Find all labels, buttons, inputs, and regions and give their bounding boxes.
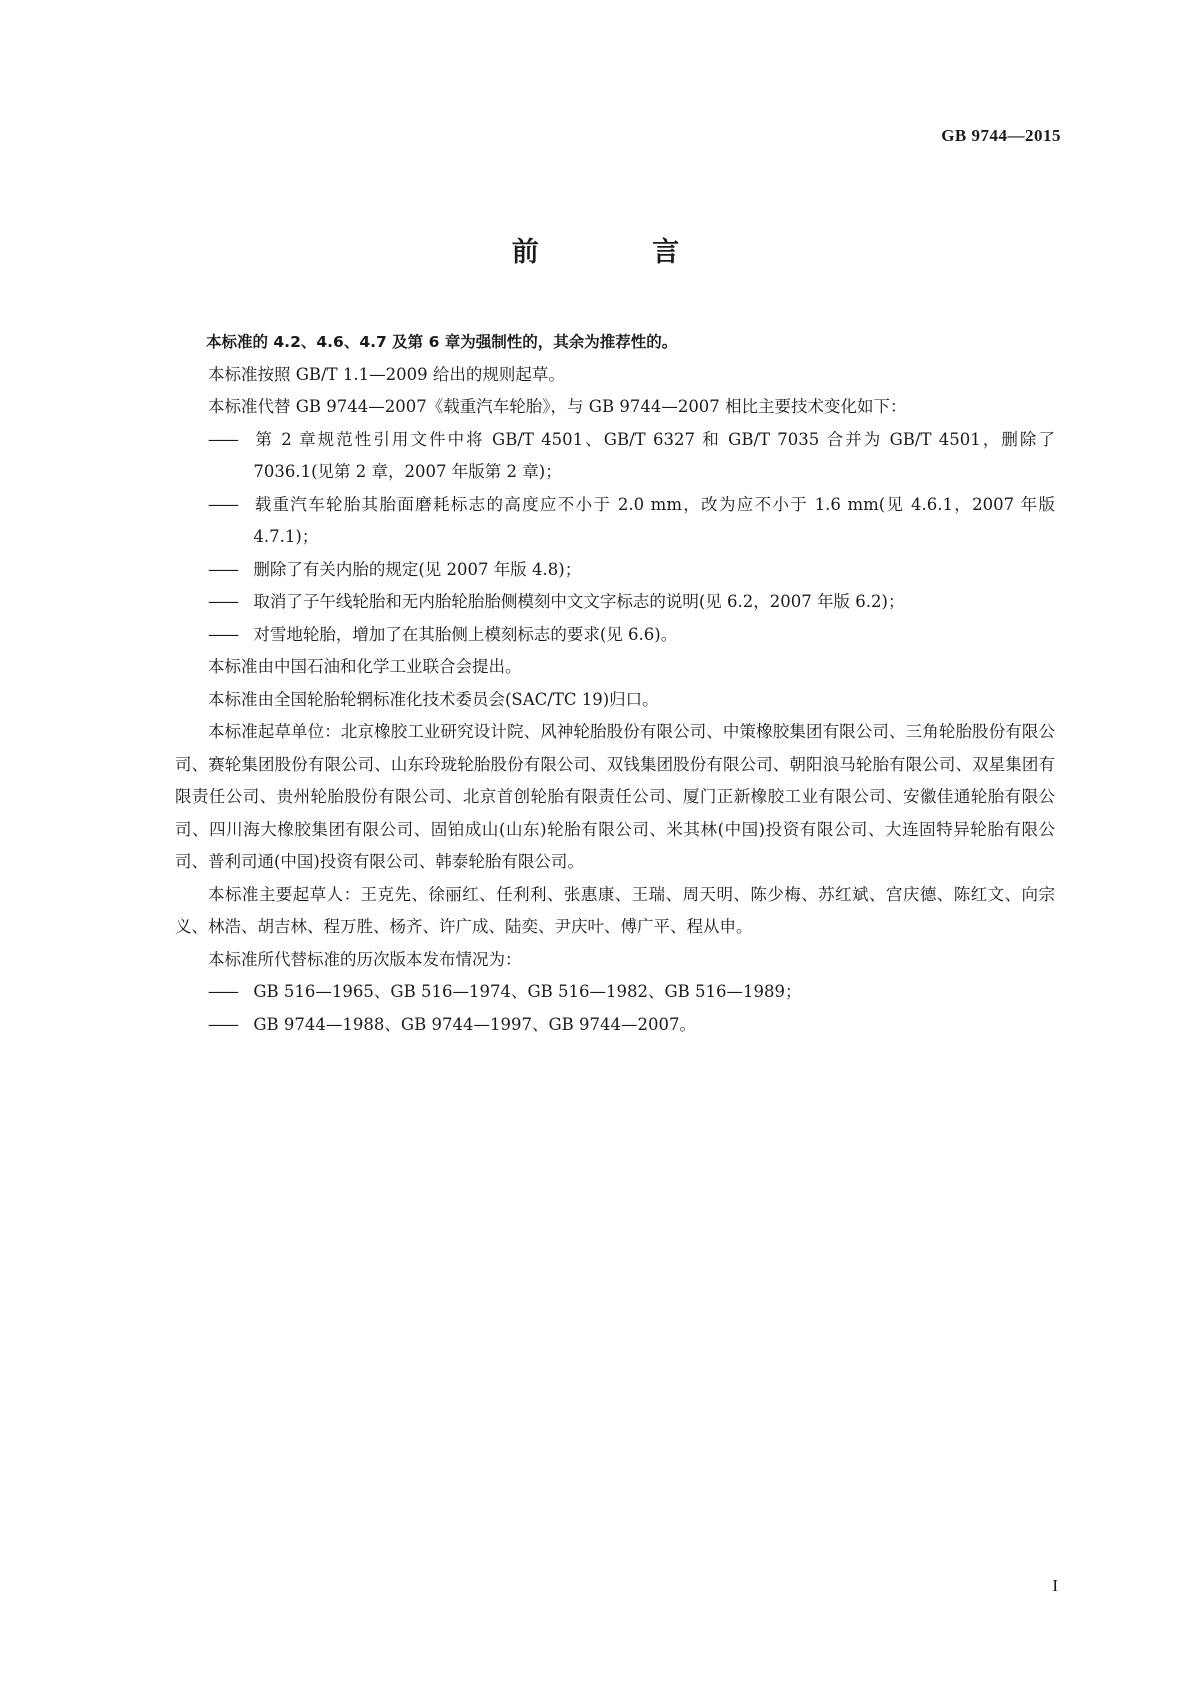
proposer-paragraph: 本标准由中国石油和化学工业联合会提出。: [208, 657, 522, 676]
drafting-units-paragraph: 本标准起草单位：北京橡胶工业研究设计院、风神轮胎股份有限公司、中策橡胶集团有限公司、三角轮胎股份有限公司、赛轮集团股份有限公司、山东玲珑轮胎股份有限公司、双钱集团股份有限公司、朝阳浪马轮胎有限公司、双星集团有限责任公司、贵州轮胎股份有限公司、北京首创轮胎有限责任公司、厦门正新橡胶工业有限公司、安徽佳通轮胎有限公司、四川海大橡胶集团有限公司、固铂成山(山东)轮胎有限公司、米其林(中国)投资有限公司、大连固特异轮胎有限公司、普利司通(中国)投资有限公司、韩泰轮胎有限公司。: [175, 722, 1055, 871]
list-item: —— GB 516—1965、GB 516—1974、GB 516—1982、GB 516—1989；: [208, 976, 1055, 1009]
centralized-paragraph: 本标准由全国轮胎轮辋标准化技术委员会(SAC/TC 19)归口。: [208, 689, 659, 709]
list-item: —— 删除了有关内胎的规定(见 2007 年版 4.8)；: [208, 554, 1055, 587]
dash-mark: ——: [208, 1014, 237, 1034]
list-item: —— 第 2 章规范性引用文件中将 GB/T 4501、GB/T 6327 和 GB/T 7035 合并为 GB/T 4501，删除了 7036.1(见第 2 章，2007 年版第 2 章)；: [208, 424, 1055, 489]
list-item: —— 对雪地轮胎，增加了在其胎侧上模刻标志的要求(见 6.6)。: [208, 619, 1055, 652]
dash-mark: ——: [208, 429, 237, 449]
page-title: 前 言: [511, 237, 732, 268]
changes-list: [175, 424, 1055, 652]
dash-mark: ——: [208, 592, 237, 611]
replacement-paragraph: 本标准代替 GB 9744—2007《载重汽车轮胎》，与 GB 9744—2007 相比主要技术变化如下：: [208, 397, 907, 416]
history-intro-paragraph: 本标准所代替标准的历次版本发布情况为：: [208, 949, 522, 969]
list-item: —— GB 9744—1988、GB 9744—1997、GB 9744—2007。: [208, 1009, 1055, 1042]
dash-mark: ——: [208, 494, 237, 514]
dash-mark: ——: [208, 982, 237, 1001]
foreword-body: [175, 326, 1055, 1041]
list-item: —— 取消了子午线轮胎和无内胎轮胎胎侧模刻中文文字标志的说明(见 6.2，2007 年版 6.2)；: [208, 586, 1055, 619]
dash-mark: ——: [208, 559, 237, 579]
dash-mark: ——: [208, 624, 237, 644]
history-list: [175, 976, 1055, 1041]
drafters-paragraph: 本标准主要起草人：王克先、徐丽红、任利利、张惠康、王瑞、周天明、陈少梅、苏红斌、宫庆德、陈红文、向宗义、林浩、胡吉林、程万胜、杨齐、许广成、陆奕、尹庆叶、傅广平、程从申。: [175, 884, 1055, 936]
drafting-rules-paragraph: 本标准按照 GB/T 1.1—2009 给出的规则起草。: [208, 364, 565, 384]
page-number: I: [1052, 1576, 1058, 1595]
list-item: —— 载重汽车轮胎其胎面磨耗标志的高度应不小于 2.0 mm，改为应不小于 1.6 mm(见 4.6.1，2007 年版 4.7.1)；: [208, 489, 1055, 554]
standard-number: GB 9744—2015: [941, 126, 1061, 145]
mandatory-clause-paragraph: 本标准的 4.2、4.6、4.7 及第 6 章为强制性的，其余为推荐性的。: [206, 333, 678, 351]
